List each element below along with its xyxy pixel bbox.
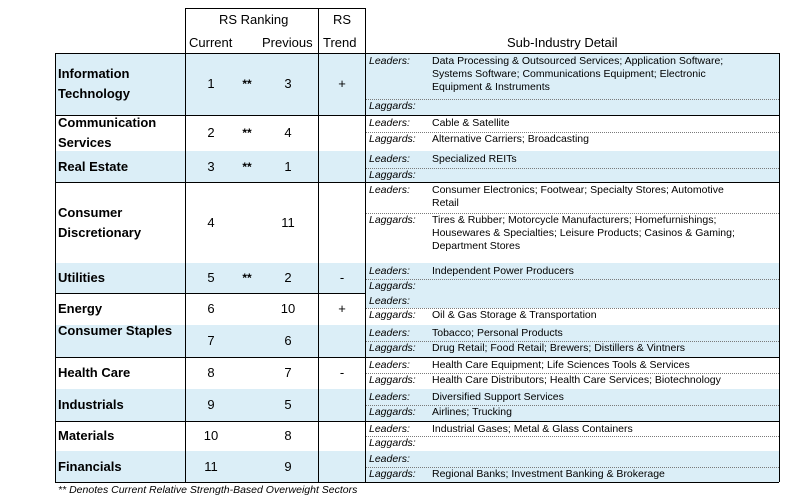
laggards-label: Laggards: [369,214,416,226]
right-border [779,53,780,482]
row-border [55,482,779,483]
header-top-border [185,8,365,9]
row-border [55,357,779,358]
laggards-label: Laggards: [369,468,416,480]
leaders-label: Leaders: [369,423,410,435]
leaders-label: Leaders: [369,295,410,307]
current-rank: 11 [204,458,218,474]
leaders-detail: Tobacco; Personal Products [432,327,563,339]
overweight-marker: ** [242,159,252,174]
laggards-label: Laggards: [369,406,416,418]
current-rank: 1 [207,76,215,91]
leaders-label: Leaders: [369,359,410,371]
laggards-label: Laggards: [369,437,416,449]
previous-rank: 11 [281,214,295,230]
header-rs-ranking: RS Ranking [219,12,289,27]
row-shade [365,293,779,308]
overweight-marker: ** [242,77,252,91]
leaders-label: Leaders: [369,391,410,403]
leaders-detail: Industrial Gases; Metal & Glass Containers [432,423,633,435]
laggards-detail: Health Care Distributors; Health Care Services; Biotechnology [432,374,721,386]
detail-separator [365,341,779,342]
header-current: Current [189,35,233,50]
current-rank: 2 [207,125,215,140]
laggards-label: Laggards: [369,309,416,321]
laggards-label: Laggards: [369,374,416,386]
detail-separator [365,99,779,100]
leaders-label: Leaders: [369,265,410,277]
leaders-label: Leaders: [369,184,410,196]
leaders-detail: Diversified Support Services [432,391,564,403]
leaders-detail: Cable & Satellite [432,117,510,129]
sector-name: Real Estate [58,158,129,174]
header-sub-industry-detail: Sub-Industry Detail [507,35,618,50]
previous-rank: 10 [280,301,296,316]
current-rank: 3 [207,158,215,174]
header-previous: Previous [262,35,313,50]
leaders-detail: Data Processing & Outsourced Services; Application Software; Systems Software; Communications Equipment; Electronic Equipment & Instruments [432,55,724,93]
current-rank: 8 [207,365,215,380]
detail-separator [365,308,779,309]
sector-name: Industrials [58,397,124,412]
col-border [185,8,186,482]
previous-rank: 6 [284,333,292,348]
previous-rank: 8 [284,428,292,443]
laggards-detail: Oil & Gas Storage & Transportation [432,309,597,321]
current-rank: 7 [207,333,215,348]
previous-rank: 9 [284,458,292,474]
sector-name: Utilities [58,270,105,285]
leaders-detail: Consumer Electronics; Footwear; Specialty Stores; Automotive Retail [432,184,724,209]
rs-trend: - [339,365,345,380]
detail-separator [365,373,779,374]
rs-trend: - [339,270,345,285]
laggards-label: Laggards: [369,169,416,181]
current-rank: 4 [207,214,215,230]
sector-name: Communication Services [58,115,157,150]
laggards-detail: Regional Banks; Investment Banking & Brokerage [432,468,665,480]
row-border [55,421,779,422]
leaders-detail: Independent Power Producers [432,265,574,277]
laggards-detail: Airlines; Trucking [432,406,512,418]
sector-name: Information Technology [58,66,130,101]
sector-name: Consumer Discretionary [58,204,142,240]
sector-name: Financials [58,458,122,474]
sector-name: Materials [58,428,115,443]
col-border [365,8,366,482]
previous-rank: 5 [284,397,292,412]
previous-rank: 3 [284,76,292,91]
detail-separator [365,168,779,169]
detail-separator [365,213,779,214]
overweight-marker: ** [242,126,252,140]
detail-separator [365,132,779,133]
current-rank: 5 [207,270,215,285]
laggards-detail: Drug Retail; Food Retail; Brewers; Distillers & Vintners [432,342,686,354]
laggards-detail: Tires & Rubber; Motorcycle Manufacturers; Homefurnishings; Housewares & Specialties; Leisure Products; Casinos & Gaming; Department Stores [432,214,735,252]
leaders-detail: Specialized REITs [432,153,517,165]
previous-rank: 1 [284,158,292,174]
current-rank: 10 [203,428,219,443]
laggards-label: Laggards: [369,100,416,112]
laggards-detail: Alternative Carriers; Broadcasting [432,133,589,145]
left-border [55,53,56,482]
previous-rank: 4 [284,125,292,140]
sector-name: Consumer Staples [58,323,173,338]
laggards-label: Laggards: [369,342,416,354]
footnote: ** Denotes Current Relative Strength-Based Overweight Sectors [58,484,358,496]
laggards-label: Laggards: [369,280,416,292]
previous-rank: 7 [284,365,292,380]
detail-separator [365,467,779,468]
detail-separator [365,436,779,437]
sector-name: Energy [58,301,103,316]
leaders-label: Leaders: [369,453,410,465]
previous-rank: 2 [284,270,292,285]
leaders-detail: Health Care Equipment; Life Sciences Tools & Services [432,359,690,371]
detail-separator [365,279,779,280]
detail-separator [365,405,779,406]
col-border [318,8,319,482]
leaders-label: Leaders: [369,117,410,129]
header-trend: Trend [323,35,357,50]
laggards-label: Laggards: [369,133,416,145]
rs-trend: + [338,301,346,316]
current-rank: 9 [207,397,215,412]
overweight-marker: ** [242,271,252,285]
rs-trend: + [338,76,346,91]
row-border [55,182,779,183]
header-rs: RS [333,12,352,27]
leaders-label: Leaders: [369,327,410,339]
leaders-label: Leaders: [369,55,410,67]
table-top-border [55,53,779,54]
leaders-label: Leaders: [369,153,410,165]
sector-name: Health Care [58,365,131,380]
current-rank: 6 [207,301,215,316]
